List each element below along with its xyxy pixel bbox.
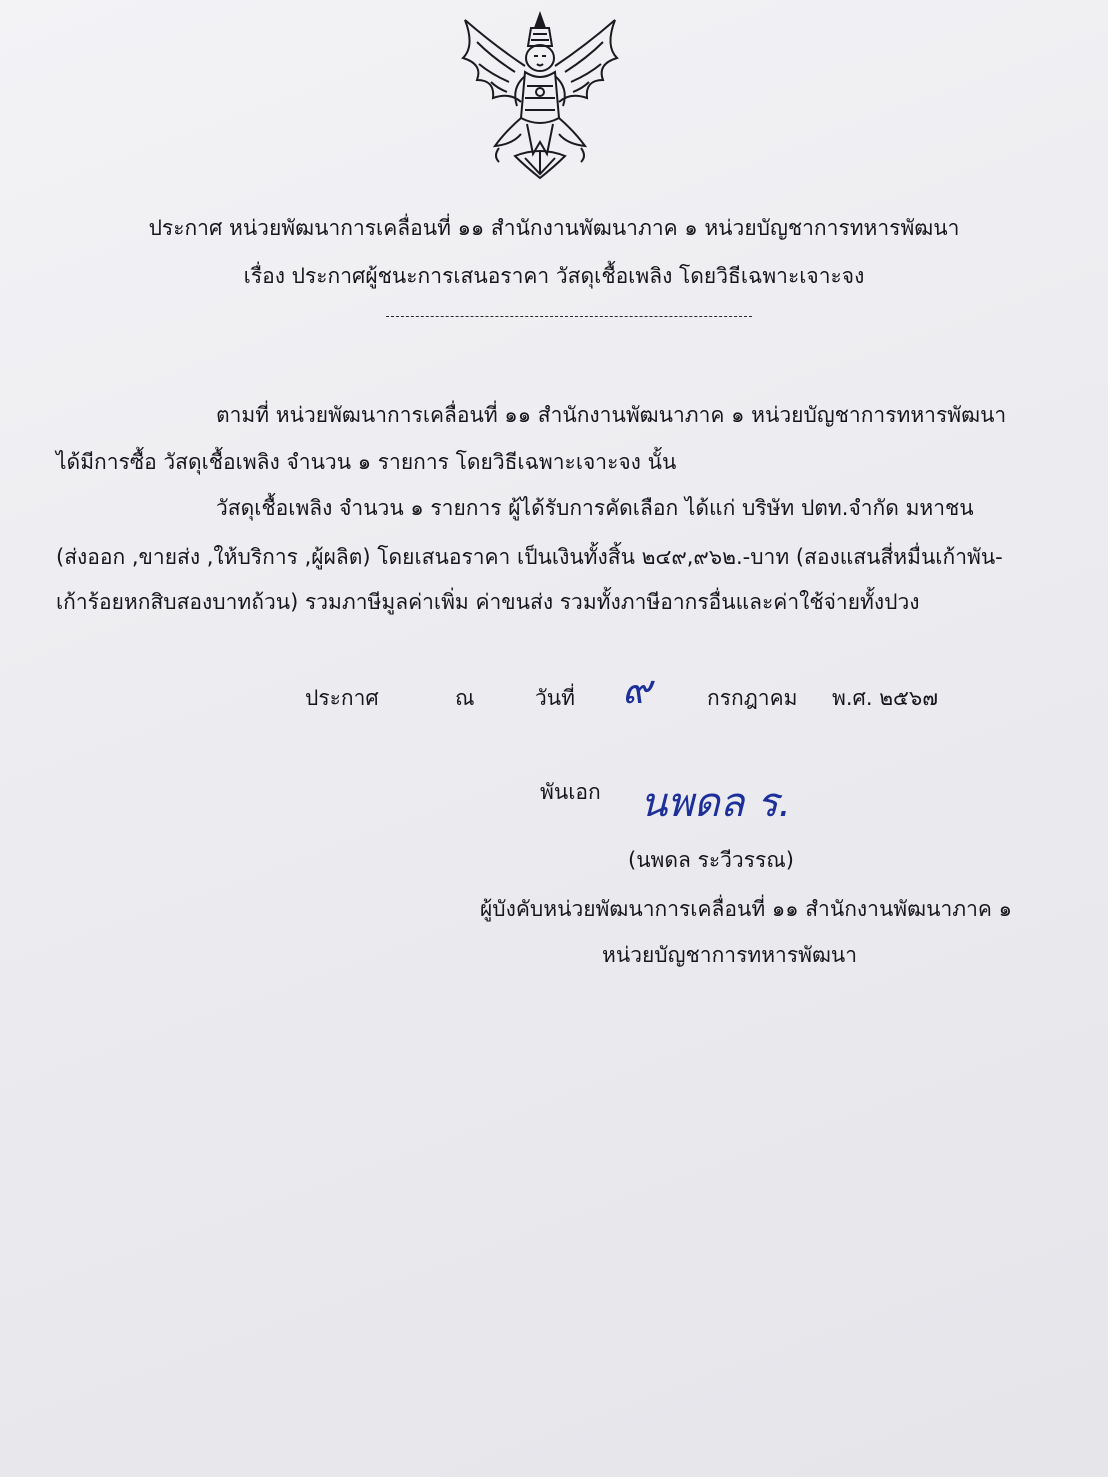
signer-position-line-2: หน่วยบัญชาการทหารพัฒนา: [602, 943, 858, 967]
announce-at: ณ: [455, 686, 475, 710]
paragraph-1-line-1: ตามที่ หน่วยพัฒนาการเคลื่อนที่ ๑๑ สำนักงานพัฒนาภาค ๑ หน่วยบัญชาการทหารพัฒนา: [216, 403, 1007, 427]
date-label: วันที่: [535, 686, 575, 710]
paragraph-2-line-2: (ส่งออก ,ขายส่ง ,ให้บริการ ,ผู้ผลิต) โดยเสนอราคา เป็นเงินทั้งสิ้น ๒๔๙,๙๖๒.-บาท (สองแสนสี่หมื่นเก้าพัน-: [56, 545, 1003, 569]
garuda-emblem-icon: [455, 6, 625, 186]
signer-name: (นพดล ระวีวรรณ): [628, 848, 794, 872]
paragraph-2-line-3: เก้าร้อยหกสิบสองบาทถ้วน) รวมภาษีมูลค่าเพิ่ม ค่าขนส่ง รวมทั้งภาษีอากรอื่นและค่าใช้จ่ายทั้งปวง: [56, 590, 920, 614]
announcement-title: ประกาศ หน่วยพัฒนาการเคลื่อนที่ ๑๑ สำนักงานพัฒนาภาค ๑ หน่วยบัญชาการทหารพัฒนา: [148, 216, 960, 240]
signer-position-line-1: ผู้บังคับหน่วยพัฒนาการเคลื่อนที่ ๑๑ สำนักงานพัฒนาภาค ๑: [480, 897, 1012, 921]
announcement-subject: เรื่อง ประกาศผู้ชนะการเสนอราคา วัสดุเชื้อเพลิง โดยวิธีเฉพาะเจาะจง: [243, 264, 865, 288]
handwritten-day: ๙: [622, 667, 652, 713]
signer-rank: พันเอก: [540, 780, 601, 804]
title-separator: [386, 316, 752, 317]
handwritten-signature: นพดล ร.: [640, 780, 792, 826]
paragraph-1-line-2: ได้มีการซื้อ วัสดุเชื้อเพลิง จำนวน ๑ รายการ โดยวิธีเฉพาะเจาะจง นั้น: [56, 450, 677, 474]
announce-label: ประกาศ: [305, 686, 379, 710]
date-year: พ.ศ. ๒๕๖๗: [832, 686, 939, 710]
date-month: กรกฎาคม: [707, 686, 798, 710]
paragraph-2-line-1: วัสดุเชื้อเพลิง จำนวน ๑ รายการ ผู้ได้รับการคัดเลือก ได้แก่ บริษัท ปตท.จำกัด มหาชน: [216, 496, 974, 520]
